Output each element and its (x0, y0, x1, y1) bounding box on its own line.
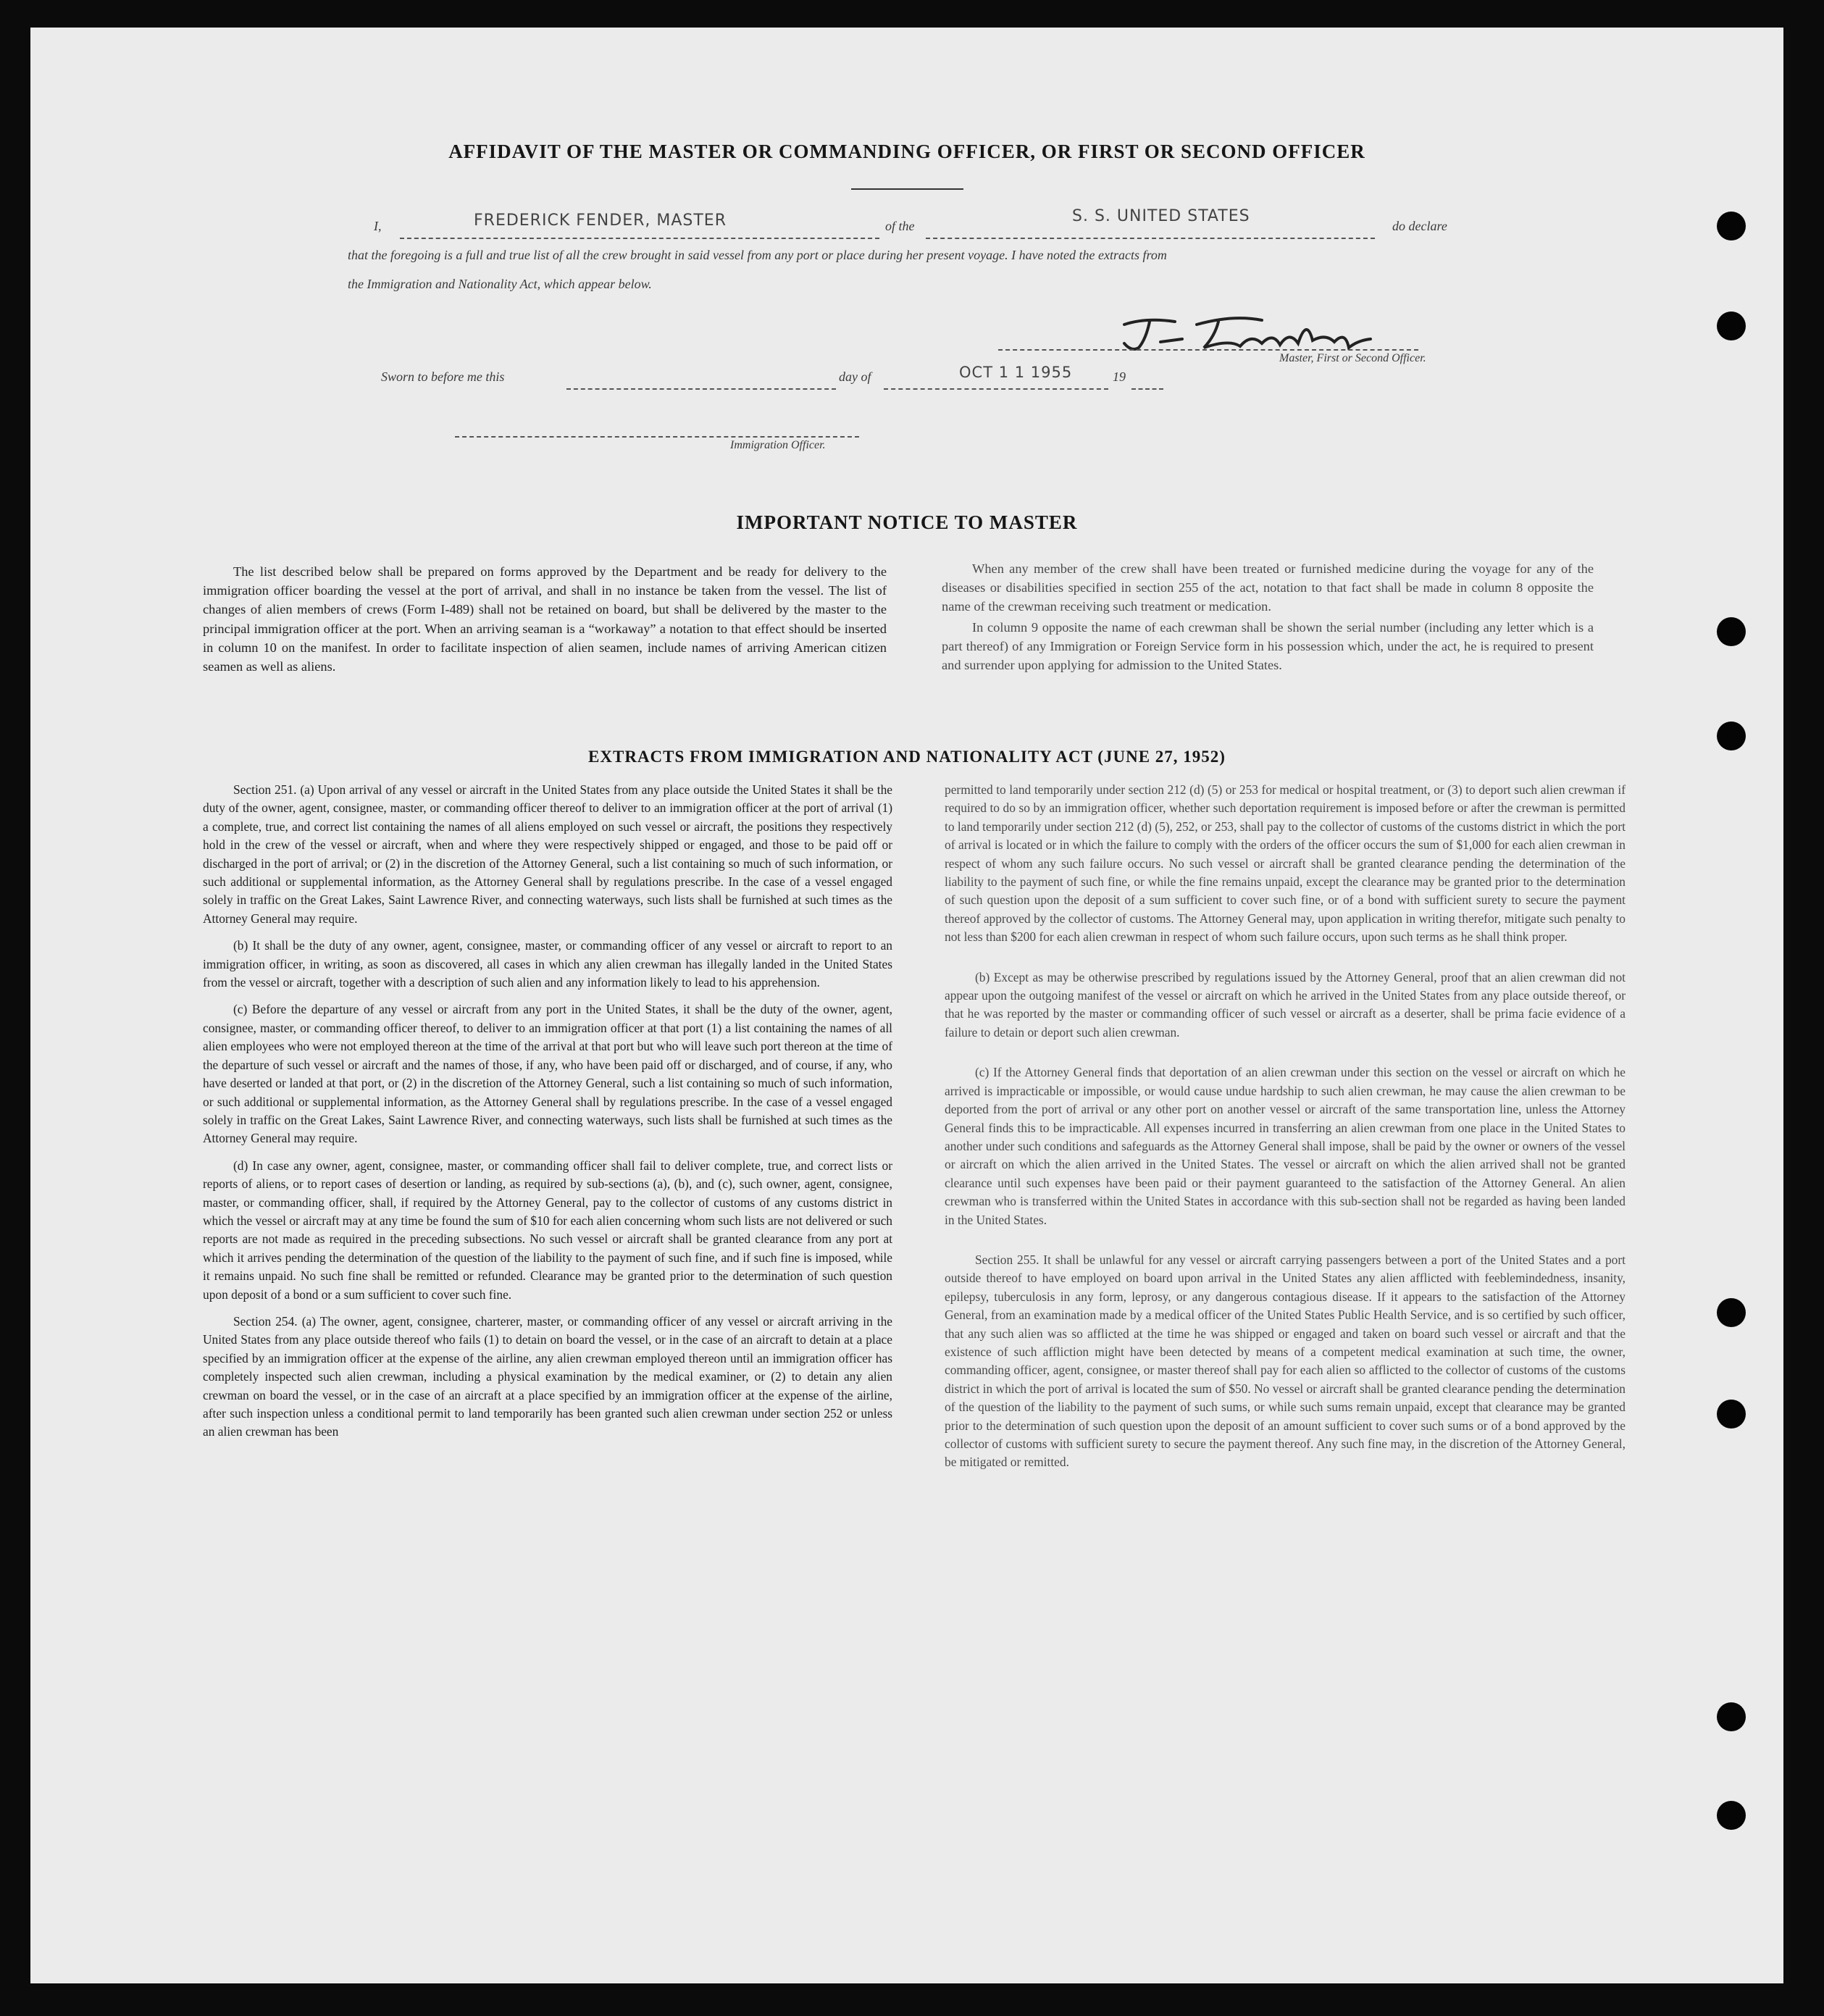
signature-caption: Master, First or Second Officer. (1279, 352, 1426, 364)
punch-hole (1717, 212, 1746, 241)
punch-hole (1717, 1298, 1746, 1327)
section-251-d: (d) In case any owner, agent, consignee, master, or commanding officer shall fail to deliver complete, true, and correct lists or reports of aliens, or to report cases of desertion or landing, as required by sub-sections (a), (b), and (c), such owner, agent, consignee, master, or commanding officer, shall, if required by the Attorney General, pay to the collector of customs of any customs district in which the vessel or aircraft may at any time be found the sum of $10 for each alien concerning whom such lists are not delivered or such reports are not made as required in the preceding subsections. No such vessel or aircraft shall be granted clearance from any port at which it arrives pending the determination of the question of the liability to the payment of such fine, and if such fine is imposed, while it remains unpaid. No such fine shall be remitted or refunded. Clearance may be granted prior to the determination of such question upon deposit of a bond or a sum sufficient to cover such fine. (203, 1158, 892, 1302)
section-254-a: Section 254. (a) The owner, agent, consignee, charterer, master, or commanding officer of any vessel or aircraft arriving in the United States from any place outside thereof who fails (1) to detain on board the vessel, or in the case of an aircraft to detain at a place specified by an immigration officer at the expense of the airline, any alien crewman employed thereon until an immigration officer has completely inspected such alien crewman, including a physical examination by the medical examiner, or (2) to detain any alien crewman on board the vessel, or in the case of an aircraft at a place specified by an immigration officer at the expense of the airline, after such inspection unless a conditional permit to land temporarily has been granted such alien crewman under section 252 or unless an alien crewman has been (203, 1313, 892, 1439)
notice-right-column (942, 559, 1594, 683)
signature-line (998, 332, 1418, 351)
sworn-date: OCT 1 1 1955 (959, 364, 1073, 381)
title-divider (851, 188, 963, 190)
notice-left-paragraph: The list described below shall be prepared on forms approved by the Department and be ready for delivery to the immigration officer boarding the vessel at the port of arrival, and shall in no instance be taken from the vessel. The list of changes of alien members of crews (Form I-489) shall not be retained on board, but shall be delivered by the master to the principal immigration officer at the port. When an arriving seaman is a “workaway” a notation to that effect should be inserted in column 10 on the manifest. In order to facilitate inspection of alien seamen, include names of arriving American citizen seamen as well as aliens. (203, 564, 887, 674)
section-254-b: (b) Except as may be otherwise prescribed by regulations issued by the Attorney General, proof that an alien crewman did not appear upon the outgoing manifest of the vessel or aircraft on which he arrived in the United States from any place outside thereof, or that he was reported by the master or commanding officer of such vessel or aircraft as a deserter, shall be prima facie evidence of a failure to detain or deport such alien crewman. (945, 969, 1626, 1040)
declaration-line-2: the Immigration and Nationality Act, which appear below. (348, 277, 652, 291)
punch-hole (1717, 1400, 1746, 1429)
immigration-officer-line (455, 422, 859, 438)
do-declare-label: do declare (1392, 219, 1447, 233)
punch-hole (1717, 1801, 1746, 1830)
notice-right-paragraph-1: When any member of the crew shall have been treated or furnished medicine during the voyage for any of the diseases or disabilities specified in section 255 of the act, notation to that fact shall be made in column 8 opposite the name of the crewman receiving such treatment or medication. (942, 561, 1594, 614)
declaration-line-1: that the foregoing is a full and true list of all the crew brought in said vessel from any port or place during her present voyage. I have noted the extracts from (348, 248, 1167, 262)
punch-hole (1717, 722, 1746, 750)
vessel-name: S. S. UNITED STATES (1072, 207, 1250, 225)
day-of-label: day of (839, 369, 871, 384)
extracts-left-column (203, 781, 892, 1450)
of-the-label: of the (885, 219, 915, 233)
year-field (1131, 371, 1163, 390)
section-251-c: (c) Before the departure of any vessel or aircraft from any port in the United States, it shall be the duty of the owner, agent, consignee, master, or commanding officer thereof, to deliver to an immigration officer at that port (1) a list containing the names of all alien employees who were not employed thereon at the time of the arrival at that port but who will leave such port thereon at the time of the departure of such vessel or aircraft and the names of those, if any, who have been paid off or discharged, and of course, if any, who have deserted or landed at that port, or (2) in the discretion of the Attorney General, such a list containing so much of such information, or such additional or supplemental information, as the Attorney General shall by regulations prescribe. In the case of a vessel engaged solely in traffic on the Great Lakes, Saint Lawrence River, and connecting waterways, such lists shall be furnished at such times as the Attorney General may require. (203, 1002, 892, 1146)
section-254-c: (c) If the Attorney General finds that deportation of an alien crewman under this section on the vessel or aircraft on which he arrived is impracticable or impossible, or would cause undue hardship to such alien crewman, he may cause the alien crewman to be deported from the port of arrival or any other port on another vessel or aircraft of the same transportation line, unless the Attorney General finds this to be impracticable. All expenses incurred in transferring an alien crewman from one place in the United States to another under such conditions and safeguards as the Attorney General shall impose, shall be paid by the owner or owners of the vessel or aircraft on which the alien arrived in the United States. The vessel or aircraft on which the alien arrived shall not be granted clearance until such expenses have been paid or their payment guaranteed to the satisfaction of the Attorney General. An alien crewman who is transferred within the United States in accordance with this sub-section shall not be regarded as having been landed in the United States. (945, 1065, 1626, 1227)
punch-hole (1717, 617, 1746, 646)
notice-left-column (203, 562, 887, 685)
sworn-day-field (566, 371, 836, 390)
i-label: I, (374, 219, 382, 233)
declarant-name: FREDERICK FENDER, MASTER (474, 212, 727, 230)
extracts-right-column (945, 781, 1626, 1481)
section-255: Section 255. It shall be unlawful for any vessel or aircraft carrying passengers between a port of the United States and a port outside thereof to have employed on board upon arrival in the United States any alien afflicted with feeblemindedness, insanity, epilepsy, tuberculosis in any form, leprosy, or any dangerous contagious disease. If it appears to the satisfaction of the Attorney General, from an examination made by a medical officer of the United States Public Health Service, and is so certified by such officer, that any such alien was so afflicted at the time he was shipped or engaged and taken on board such vessel or aircraft and that the existence of such affliction might have been detected by means of a competent medical examination at such time, the owner, commanding officer, agent, consignee, or master thereof shall pay for each alien so afflicted to the collector of customs of the customs district in which the port of arrival is located the sum of $50. No vessel or aircraft shall be granted clearance pending the determination of the question of the liability to the payment of such sums, or while such sums remain unpaid, except that clearance may be granted prior to the determination of such question upon the deposit of an amount sufficient to cover such sums or of a bond approved by the collector of customs with sufficient surety to secure the payment thereof. Any such fine may, in the discretion of the Attorney General, be mitigated or remitted. (945, 1252, 1626, 1470)
punch-hole (1717, 311, 1746, 340)
section-254-a-continued: permitted to land temporarily under section 212 (d) (5) or 253 for medical or hospital treatment, or (3) to deport such alien crewman if required to do so by an immigration officer, whether such deportation requirement is imposed before or after the crewman is permitted to land temporarily under section 212 (d) (5), 252, or 253, shall pay to the collector of customs of the customs district in which the port of arrival is located or in which the failure to comply with the orders of the officer occurs the sum of $1,000 for each alien crewman in respect of whom any such failure occurs. No such vessel or aircraft shall be granted clearance pending the determination of the liability to the payment of such fine, or while the fine remains unpaid, except the clearance may be granted prior to the determination of such question upon the deposit of a sum sufficient to cover such fine, or of a bond with sufficient surety to secure the payment thereof approved by the collector of customs. The Attorney General may, upon application in writing therefor, mitigate such penalty to not less than $200 for each alien crewman in respect of whom such failure occurs, upon such terms as he shall think proper. (945, 782, 1626, 945)
extracts-heading: EXTRACTS FROM IMMIGRATION AND NATIONALITY ACT (JUNE 27, 1952) (588, 748, 1226, 766)
punch-hole (1717, 1702, 1746, 1731)
officer-caption: Immigration Officer. (730, 439, 826, 451)
notice-heading: IMPORTANT NOTICE TO MASTER (736, 511, 1078, 533)
section-251-a: Section 251. (a) Upon arrival of any vessel or aircraft in the United States from any place outside the United States it shall be the duty of the owner, agent, consignee, master, or commanding officer thereof to deliver to an immigration officer at the port of arrival (1) a complete, true, and correct list containing the names of all aliens employed on such vessel or aircraft, the positions they respectively hold in the crew of the vessel or aircraft, when and where they were respectively shipped or engaged, and those to be paid off or discharged in the port of arrival; or (2) in the discretion of the Attorney General, such a list containing so much of such information, or such additional or supplemental information, as the Attorney General shall by regulations prescribe. In the case of a vessel engaged solely in traffic on the Great Lakes, Saint Lawrence River, and connecting waterways, such lists shall be furnished at such times as the Attorney General may require. (203, 782, 892, 926)
sworn-label: Sworn to before me this (381, 369, 505, 384)
year-label: 19 (1113, 369, 1126, 384)
document-page (30, 28, 1783, 1983)
affidavit-title: AFFIDAVIT OF THE MASTER OR COMMANDING OFFICER, OR FIRST OR SECOND OFFICER (448, 141, 1365, 162)
notice-right-paragraph-2: In column 9 opposite the name of each crewman shall be shown the serial number (including any letter which is a part thereof) of any Immigration or Foreign Service form in his possession which, under the act, he is required to present and surrender upon applying for admission to the United States. (942, 619, 1594, 673)
section-251-b: (b) It shall be the duty of any owner, agent, consignee, master, or commanding officer of any vessel or aircraft to report to an immigration officer, in writing, as soon as discovered, all cases in which any alien crewman has illegally landed in the United States from the vessel or aircraft, together with a description of such alien and any information likely to lead to his apprehension. (203, 938, 892, 990)
